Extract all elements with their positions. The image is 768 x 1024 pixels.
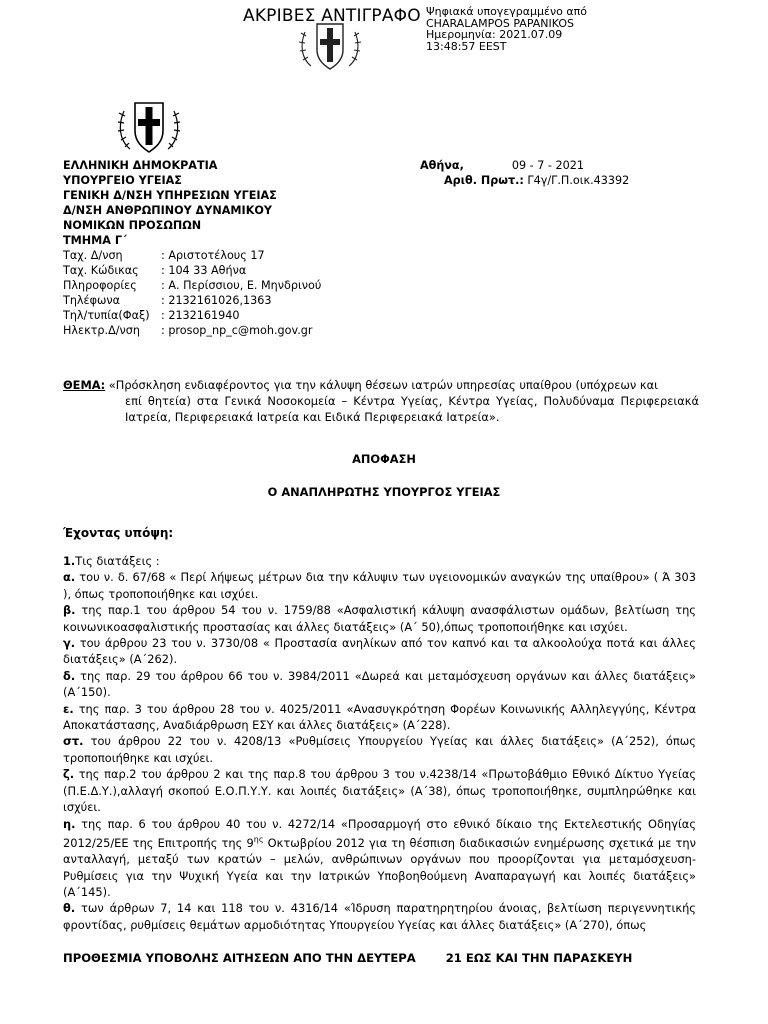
provision-item bbox=[63, 668, 696, 701]
place-date-block bbox=[420, 158, 629, 188]
sender-line: ΤΜΗΜΑ Γ΄ bbox=[63, 234, 127, 247]
provision-item bbox=[63, 733, 696, 766]
sender-line: ΕΛΛΗΝΙΚΗ ΔΗΜΟΚΡΑΤΙΑ bbox=[63, 159, 218, 172]
contact-label: Ηλεκτρ.Δ/νση bbox=[63, 324, 140, 337]
provision-letter: α. bbox=[63, 570, 76, 585]
contact-value: : Α. Περίσσιου, Ε. Μηνδρινού bbox=[161, 279, 322, 292]
provision-number: 1. bbox=[63, 554, 76, 568]
provision-text: του άρθρου 22 του ν. 4208/13 «Ρυθμίσεις Υπουργείου Υγείας και άλλες διατάξεις» (Α΄252), όπως τροποποιήθηκε και ισχύει. bbox=[63, 734, 696, 765]
contact-row bbox=[63, 248, 321, 263]
provision-text: του άρθρου 23 του ν. 3730/08 « Προστασία ανηλίκων από τον καπνό και τα αλκοολούχα ποτά και άλλες διατάξεις» (Α΄262). bbox=[63, 636, 696, 667]
provision-item bbox=[63, 816, 696, 901]
contact-label: Τηλ/τυπία(Φαξ) bbox=[63, 309, 150, 322]
provision-text: της παρ. 29 του άρθρου 66 του ν. 3984/2011 «Δωρεά και μεταμόσχευση οργάνων και άλλες διατάξεις» (Α΄150). bbox=[63, 668, 696, 700]
provision-text: του ν. δ. 67/68 « Περί λήψεως μέτρων δια την κάλυψιν των υγειονομικών αναγκών της υπαίθρου» ( Ά 303 ), όπως τροποποιήθηκε και ισχύει. bbox=[63, 570, 696, 601]
city-label: Αθήνα, bbox=[420, 159, 464, 172]
contact-details bbox=[63, 248, 321, 338]
provision-letter: θ. bbox=[63, 901, 76, 916]
deadline-text-continued: 21 ΕΩΣ ΚΑΙ ΤΗΝ ΠΑΡΑΣΚΕΥΗ bbox=[445, 951, 633, 965]
contact-value: : 104 33 Αθήνα bbox=[161, 264, 247, 277]
contact-label: Ταχ. Δ/νση bbox=[63, 249, 123, 262]
sender-line: Δ/ΝΣΗ ΑΝΘΡΩΠΙΝΟΥ ΔΥΝΑΜΙΚΟΥ bbox=[63, 204, 273, 217]
contact-email: : prosop_np_c@moh.gov.gr bbox=[161, 324, 313, 337]
subject-text: «Πρόσκληση ενδιαφέροντος για την κάλυψη θέσεων ιατρών υπηρεσίας υπαίθρου (υπόχρεων και bbox=[108, 378, 658, 392]
protocol-label: Αριθ. Πρωτ.: bbox=[444, 174, 524, 187]
coat-of-arms-emblem bbox=[116, 95, 182, 159]
sender-block bbox=[63, 158, 277, 248]
provisions-list bbox=[63, 553, 696, 933]
provision-item bbox=[63, 635, 696, 668]
contact-value: : Αριστοτέλους 17 bbox=[161, 249, 265, 262]
deadline-text: ΠΡΟΘΕΣΜΙΑ ΥΠΟΒΟΛΗΣ ΑΙΤΗΣΕΩΝ ΑΠΟ ΤΗΝ ΔΕΥΤΕΡΑ bbox=[63, 951, 416, 965]
provision-text: της παρ. 6 του άρθρου 40 του ν. 4272/14 «Προσαρμογή στο εθνικό δίκαιο της Εκτελεστικής Οδηγίας 2012/25/ΕΕ της Επιτροπής της 9 bbox=[63, 816, 696, 850]
coat-of-arms-emblem-top bbox=[297, 14, 363, 76]
contact-value: : 2132161940 bbox=[161, 309, 240, 322]
ordinal-superscript: ης bbox=[253, 834, 264, 844]
provision-letter: η. bbox=[63, 816, 76, 831]
subject-label: ΘΕΜΑ: bbox=[63, 378, 106, 392]
provision-text: της παρ.1 του άρθρου 54 του ν. 1759/88 «Ασφαλιστική κάλυψη ανασφάλιστων ομάδων, βελτίωση της κοινωνικοασφαλιστικής προστασίας και άλλες διατάξεις» (Α΄ 50),όπως τροποποιήθηκε και ισχύει. bbox=[63, 603, 696, 634]
provisions-intro bbox=[63, 553, 696, 569]
contact-label: Ταχ. Κώδικας bbox=[63, 264, 139, 277]
provision-text: των άρθρων 7, 14 και 118 του ν. 4316/14 «Ίδρυση παρατηρητηρίου άνοιας, βελτίωση περιγεννητικής φροντίδας, ρυθμίσεις θεμάτων αρμοδιότητας Υπουργείου Υγείας και άλλες διατάξεις» (Α΄270), όπως bbox=[63, 901, 696, 932]
contact-value: : 2132161026,1363 bbox=[161, 294, 272, 307]
having-heading: Έχοντας υπόψη: bbox=[63, 526, 174, 540]
provision-letter: ζ. bbox=[63, 767, 75, 782]
provision-item bbox=[63, 569, 696, 602]
sender-line: ΝΟΜΙΚΩΝ ΠΡΟΣΩΠΩΝ bbox=[63, 219, 202, 232]
subject-block bbox=[63, 377, 699, 425]
provision-item bbox=[63, 602, 696, 635]
signature-line: CHARALAMPOS PAPANIKOS bbox=[426, 16, 575, 30]
contact-row bbox=[63, 293, 321, 308]
digital-signature-stamp bbox=[426, 6, 587, 52]
contact-row bbox=[63, 323, 321, 338]
provision-letter: δ. bbox=[63, 668, 76, 683]
provision-item bbox=[63, 900, 696, 933]
provision-letter: γ. bbox=[63, 636, 76, 651]
sender-line: ΓΕΝΙΚΗ Δ/ΝΣΗ ΥΠΗΡΕΣΙΩΝ ΥΓΕΙΑΣ bbox=[63, 189, 277, 202]
provision-text: της παρ.2 του άρθρου 2 και της παρ.8 του άρθρου 3 του ν.4238/14 «Πρωτοβάθμιο Εθνικό Δίκτυο Υγείας (Π.Ε.Δ.Υ.),αλλαγή σκοπού Ε.Ο.Π.Υ.Υ. και λοιπές διατάξεις» (Α΄38), όπως τροποποιήθηκε, συμπληρώθηκε και ισχύει. bbox=[63, 767, 697, 815]
provision-item bbox=[63, 766, 696, 815]
contact-row bbox=[63, 263, 321, 278]
certified-copy-title: ΑΚΡΙΒΕΣ ΑΝΤΙΓΡΑΦΟ bbox=[243, 6, 421, 26]
provision-text: της παρ. 3 του άρθρου 28 του ν. 4025/2011 «Ανασυγκρότηση Φορέων Κοινωνικής Αλληλεγγύης, Κέντρα Αποκατάστασης, Αναδιάρθρωση ΕΣΥ και άλλες διατάξεις» (Α΄228). bbox=[63, 701, 696, 733]
sender-line: ΥΠΟΥΡΓΕΙΟ ΥΓΕΙΑΣ bbox=[63, 174, 182, 187]
protocol-number: Γ4γ/Γ.Π.οικ.43392 bbox=[527, 174, 630, 187]
signature-line: Ημερομηνία: 2021.07.09 bbox=[426, 28, 563, 41]
signature-line: Ψηφιακά υπογεγραμμένο από bbox=[426, 5, 587, 18]
document-date: 09 - 7 - 2021 bbox=[511, 159, 584, 172]
subject-text-continued: επί θητεία) στα Γενικά Νοσοκομεία – Κέντρα Υγείας, Κέντρα Υγείας, Πολυδύναμα Περιφερειακά Ιατρεία, Περιφερειακά Ιατρεία και Ειδικά Περιφερειακά Ιατρεία». bbox=[125, 394, 699, 424]
minister-heading: Ο ΑΝΑΠΛΗΡΩΤΗΣ ΥΠΟΥΡΓΟΣ ΥΓΕΙΑΣ bbox=[267, 485, 501, 499]
provision-intro-text: Τις διατάξεις : bbox=[75, 554, 160, 568]
provision-letter: ε. bbox=[63, 701, 74, 716]
contact-row bbox=[63, 308, 321, 323]
contact-label: Τηλέφωνα bbox=[63, 294, 120, 307]
provision-item bbox=[63, 701, 696, 734]
contact-row bbox=[63, 278, 321, 293]
signature-line: 13:48:57 EEST bbox=[426, 39, 507, 53]
provision-text: Οκτωβρίου 2012 για τη θέσπιση διαδικασιών ενημέρωσης σχετικά με την ανταλλαγή, μεταξύ των κρατών – μελών, ανθρώπινων οργάνων που προορίζονται για μεταμόσχευση-Ρυθμίσεις για την Ψυχική Υγεία και την Ιατρικών Υποβοηθούμενη Αναπαραγωγή και λοιπές διατάξεις» (Α΄145). bbox=[63, 835, 696, 899]
decision-heading: ΑΠΟΦΑΣΗ bbox=[352, 452, 416, 466]
provision-letter: β. bbox=[63, 603, 76, 618]
submission-deadline bbox=[63, 951, 632, 965]
contact-label: Πληροφορίες bbox=[63, 279, 137, 292]
provision-letter: στ. bbox=[63, 734, 84, 749]
